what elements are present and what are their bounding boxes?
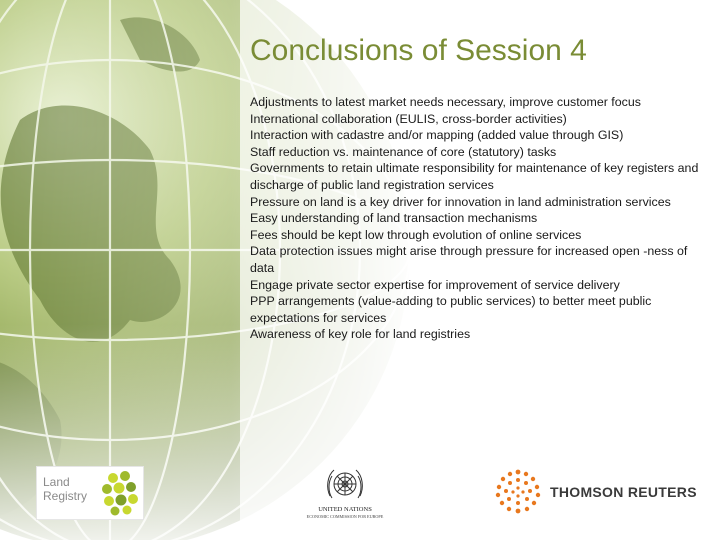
thomson-reuters-logo: [494, 468, 704, 514]
bullet-item: Engage private sector expertise for improvement of service delivery: [250, 277, 620, 292]
bullet-item: PPP arrangements (value-adding to public services) to better meet public expectations for services: [250, 294, 652, 325]
land-registry-logo: [36, 466, 144, 520]
thomson-reuters-wordmark: THOMSON REUTERS: [550, 484, 697, 500]
bullet-item: Governments to retain ultimate responsibility for maintenance of key registers and discharge of public land registration services: [250, 161, 699, 192]
bullet-item: Adjustments to latest market needs necessary, improve customer focus: [250, 95, 641, 109]
land-registry-logo-text: Land Registry: [43, 475, 88, 503]
bullet-item: Fees should be kept low through evolution of online services: [250, 227, 582, 242]
land-registry-dots-icon: [99, 470, 143, 516]
bullet-list: [250, 94, 700, 343]
united-nations-logo: [300, 466, 390, 522]
bullet-item: Interaction with cadastre and/or mapping (added value through GIS): [250, 128, 624, 143]
un-subtitle-text: ECONOMIC COMMISSION FOR EUROPE: [306, 514, 384, 519]
bullet-item: Easy understanding of land transaction mechanisms: [250, 211, 538, 226]
bullet-item: Data protection issues might arise through pressure for increased open -ness of data: [250, 244, 688, 275]
bullet-item: Pressure on land is a key driver for innovation in land administration services: [250, 194, 671, 209]
bullet-item: Staff reduction vs. maintenance of core (statutory) tasks: [250, 144, 557, 159]
bullet-item: International collaboration (EULIS, cross-border activities): [250, 111, 567, 126]
slide-title: Conclusions of Session 4: [250, 34, 587, 67]
thomson-reuters-dot-sphere-icon: [494, 468, 542, 514]
un-emblem-icon: [324, 466, 366, 506]
bullet-item: Awareness of key role for land registries: [250, 327, 471, 342]
un-name-text: UNITED NATIONS: [318, 506, 372, 513]
